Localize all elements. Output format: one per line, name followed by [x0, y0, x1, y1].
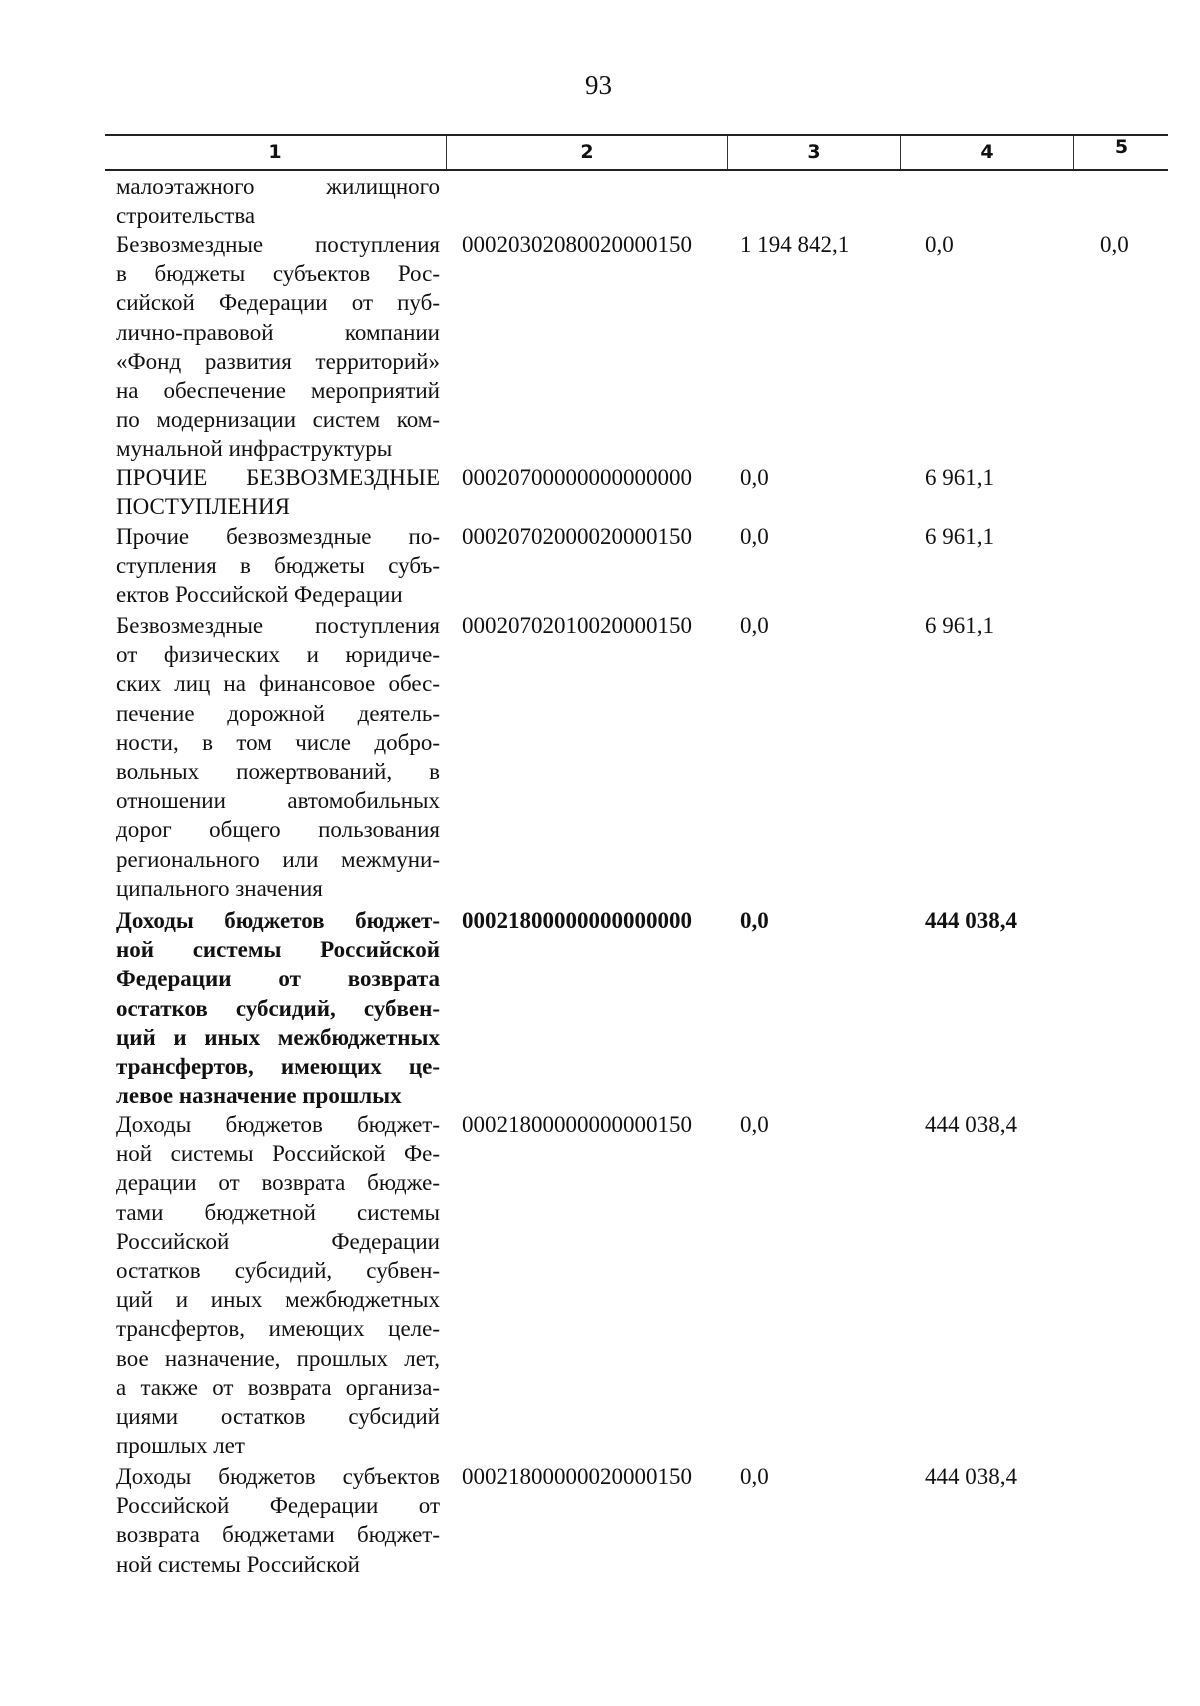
description-line: остатков субсидий, субвен- — [116, 1258, 440, 1284]
row-value-col4: 6 961,1 — [925, 465, 994, 490]
description-line: мунальной инфраструктуры — [116, 436, 393, 462]
description-line: малоэтажного жилищного — [116, 174, 440, 199]
description-line: ной системы Российской — [116, 937, 440, 963]
row-description — [116, 522, 440, 610]
row-value-col3: 0,0 — [740, 908, 769, 933]
description-line: ПОСТУПЛЕНИЯ — [116, 494, 290, 520]
description-line: отношении автомобильных — [116, 788, 440, 814]
row-code: 00020302080020000150 — [462, 232, 692, 257]
description-line: регионального или межмуни- — [116, 846, 440, 872]
description-line: в бюджеты субъектов Рос- — [116, 261, 440, 287]
description-line: строительства — [116, 203, 256, 229]
description-line: Российской Федерации — [116, 1228, 440, 1254]
row-code: 00020702010020000150 — [462, 613, 692, 638]
description-line: остатков субсидий, субвен- — [116, 995, 440, 1021]
row-value-col4: 6 961,1 — [925, 613, 994, 638]
description-line: дерации от возврата бюдже- — [116, 1170, 440, 1196]
description-line: ПРОЧИЕ БЕЗВОЗМЕЗДНЫЕ — [116, 465, 440, 490]
row-description — [116, 611, 440, 903]
description-line: прошлых лет — [116, 1433, 245, 1459]
description-line: трансфертов, имеющих це- — [116, 1054, 440, 1080]
description-line: ности, в том числе добро- — [116, 729, 440, 755]
row-description — [116, 906, 440, 1110]
page-number: 93 — [585, 70, 612, 100]
row-description — [116, 1110, 440, 1460]
description-line: лично-правовой компании — [116, 319, 440, 345]
row-value-col3: 0,0 — [740, 613, 769, 638]
row-code: 00021800000000000000 — [462, 908, 692, 933]
description-line: ципального значения — [116, 875, 323, 901]
row-value-col3: 0,0 — [740, 524, 769, 549]
row-value-col4: 444 038,4 — [925, 1464, 1017, 1489]
description-line: печение дорожной деятель- — [116, 700, 440, 726]
row-value-col3: 0,0 — [740, 1464, 769, 1489]
row-code: 00020702000020000150 — [462, 524, 692, 549]
description-line: ций и иных межбюджетных — [116, 1024, 440, 1050]
description-line: Доходы бюджетов бюджет- — [116, 1112, 440, 1137]
column-header-5: 5 — [1073, 136, 1169, 169]
description-line: а также от возврата организа- — [116, 1374, 440, 1400]
description-line: Федерации от возврата — [116, 966, 440, 992]
row-value-col4: 444 038,4 — [925, 1112, 1017, 1137]
row-value-col4: 6 961,1 — [925, 524, 994, 549]
row-value-col3: 0,0 — [740, 465, 769, 490]
description-line: ной системы Российской Фе- — [116, 1141, 440, 1167]
column-header-3: 3 — [727, 136, 900, 169]
description-line: по модернизации систем ком- — [116, 407, 440, 433]
description-line: дорог общего пользования — [116, 817, 440, 843]
description-line: «Фонд развития территорий» — [116, 348, 440, 374]
description-line: Доходы бюджетов субъектов — [116, 1464, 440, 1489]
table-header — [105, 134, 1168, 171]
description-line: Прочие безвозмездные по- — [116, 524, 440, 549]
description-line: ций и иных межбюджетных — [116, 1287, 440, 1313]
row-code: 00020700000000000000 — [462, 465, 692, 490]
row-description — [116, 230, 440, 464]
description-line: вое назначение, прошлых лет, — [116, 1345, 440, 1371]
description-line: ной системы Российской — [116, 1551, 360, 1577]
description-line: Доходы бюджетов бюджет- — [116, 908, 440, 933]
description-line: циями остатков субсидий — [116, 1404, 440, 1430]
row-code: 00021800000020000150 — [462, 1464, 692, 1489]
row-value-col4: 0,0 — [925, 232, 954, 257]
row-description — [116, 463, 440, 521]
description-line: Безвозмездные поступления — [116, 232, 440, 257]
description-line: трансфертов, имеющих целе- — [116, 1316, 440, 1342]
row-code: 00021800000000000150 — [462, 1112, 692, 1137]
column-header-1: 1 — [268, 141, 282, 163]
row-value-col3: 0,0 — [740, 1112, 769, 1137]
description-line: Безвозмездные поступления — [116, 613, 440, 638]
description-line: ектов Российской Федерации — [116, 582, 403, 608]
description-line: тами бюджетной системы — [116, 1199, 440, 1225]
column-header-2: 2 — [446, 136, 727, 169]
description-line: возврата бюджетами бюджет- — [116, 1522, 440, 1548]
description-line: сийской Федерации от пуб- — [116, 290, 440, 316]
row-value-col3: 1 194 842,1 — [740, 232, 850, 257]
description-line: от физических и юридиче- — [116, 642, 440, 668]
description-line: левое назначение прошлых — [116, 1083, 402, 1109]
row-description — [116, 172, 440, 230]
description-line: Российской Федерации от — [116, 1493, 440, 1519]
description-line: ских лиц на финансовое обес- — [116, 671, 440, 697]
description-line: ступления в бюджеты субъ- — [116, 553, 440, 579]
row-description — [116, 1462, 440, 1579]
description-line: вольных пожертвований, в — [116, 759, 440, 785]
row-value-col4: 444 038,4 — [925, 908, 1017, 933]
row-value-col5: 0,0 — [1100, 232, 1129, 257]
column-header-4: 4 — [900, 136, 1073, 169]
description-line: на обеспечение мероприятий — [116, 378, 440, 404]
